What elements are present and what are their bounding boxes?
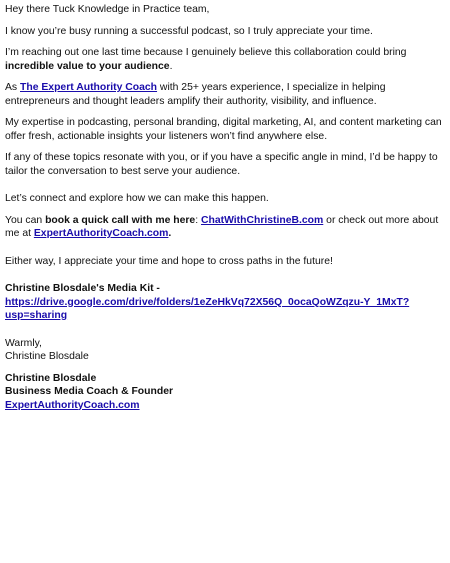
book-call-text: book a quick call with me here (45, 214, 196, 226)
reaching-out-text: I’m reaching out one last time because I genuinely believe this collaboration could bring (5, 47, 407, 58)
signature-website-link[interactable]: ExpertAuthorityCoach.com (5, 399, 140, 411)
value-highlight: incredible value to your audience (5, 60, 170, 72)
media-kit (5, 282, 445, 323)
closing-name: Christine Blosdale (5, 351, 89, 362)
signature-block (5, 372, 445, 413)
expert-authority-coach-link[interactable]: The Expert Authority Coach (20, 82, 158, 93)
chat-with-christine-link[interactable]: ChatWithChristineB.com (200, 214, 324, 226)
closing-word: Warmly, (5, 337, 42, 349)
paragraph-topics: If any of these topics resonate with you, or if you have a specific angle in mind, I’d be happy to tailor the conversation to best serve your audience. (5, 152, 438, 177)
paragraph-reaching-out: I’m reaching out one last time because I genuinely believe this collaboration could bring incredible value to your audience. (5, 47, 407, 72)
expert-authority-coach-site-link[interactable]: ExpertAuthorityCoach.com (33, 228, 169, 239)
paragraph-either-way: Either way, I appreciate your time and hope to cross paths in the future! (5, 255, 333, 267)
signature-name: Christine Blosdale (5, 372, 97, 384)
paragraph-booking: You can book a quick call with me here: ChatWithChristineB.com or check out more about me at ExpertAuthorityCoach.com. (5, 214, 439, 239)
paragraph-appreciation: I know you’re busy running a successful podcast, so I truly appreciate your time. (5, 25, 373, 37)
signature-title: Business Media Coach & Founder (5, 386, 174, 397)
media-kit-label: Christine Blosdale's Media Kit - (5, 283, 160, 294)
media-kit-link[interactable]: https://drive.google.com/drive/folders/1eZeHkVq72X56Q_0ocaQoWZqzu-Y_1MxT?usp=sharing (5, 296, 410, 321)
paragraph-expertise: My expertise in podcasting, personal branding, digital marketing, AI, and content marketing can offer fresh, actionable insights your listeners won’t find anywhere else. (5, 117, 442, 142)
greeting: Hey there Tuck Knowledge in Practice team, (5, 4, 210, 15)
paragraph-connect: Let’s connect and explore how we can make this happen. (5, 193, 269, 204)
paragraph-intro: As The Expert Authority Coach with 25+ years experience, I specialize in helping entrepreneurs and thought leaders amplify their authority, visibility, and influence. (5, 82, 386, 107)
closing (5, 337, 445, 364)
